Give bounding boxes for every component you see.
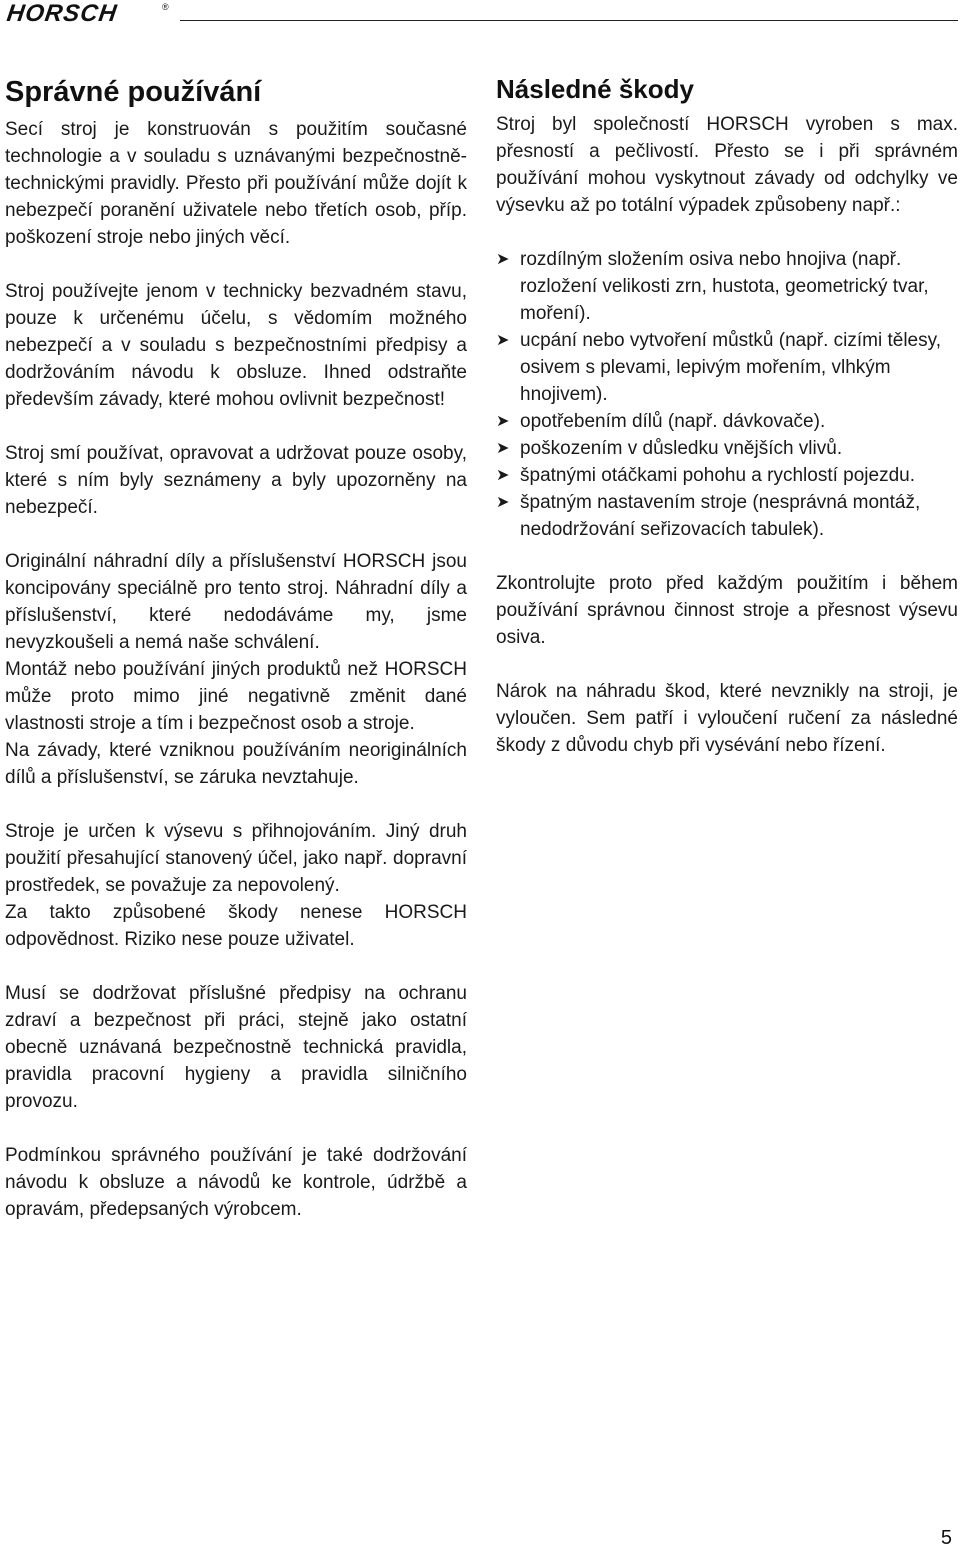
section-title-consequential-damage: Následné škody xyxy=(496,74,694,104)
section-title-correct-use: Správné používání xyxy=(5,76,262,108)
paragraph: Montáž nebo používání jiných produktů než HORSCH může proto mimo jiné negativně změnit dané vlastnosti stroje a tím i bezpečnost osob a stroje. xyxy=(5,659,467,734)
arrowhead-bullet-icon: ➤ xyxy=(496,467,510,484)
list-item: ➤ špatnými otáčkami pohohu a rychlostí pojezdu. xyxy=(496,462,958,489)
paragraph: Nárok na náhradu škod, které nevznikly na stroji, je vyloučen. Sem patří i vyloučení ručení za následné škody z důvodu chyb při vysévání nebo řízení. xyxy=(496,681,958,756)
paragraph: Musí se dodržovat příslušné předpisy na ochranu zdraví a bezpečnost při práci, stejně jako ostatní obecně uznávaná bezpečnostně technická pravidla, pravidla pracovní hygieny a pravidla silničního provozu. xyxy=(5,983,467,1112)
list-item: ➤ rozdílným složením osiva nebo hnojiva (např. rozložení velikosti zrn, hustota, geometrický tvar, moření). xyxy=(496,246,958,327)
right-column xyxy=(496,68,958,759)
list-item: ➤ poškozením v důsledku vnějších vlivů. xyxy=(496,435,958,462)
page-header xyxy=(5,0,960,28)
paragraph: Originální náhradní díly a příslušenství HORSCH jsou koncipovány speciálně pro tento stroj. Náhradní díly a příslušenství, které nedodáváme my, jsme nevyzkoušeli a nemá naše schválení. xyxy=(5,551,467,653)
paragraph: Stroj používejte jenom v technicky bezvadném stavu, pouze k určenému účelu, s vědomím možného nebezpečí a v souladu s bezpečnostními předpisy a dodržováním návodu k obsluze. Ihned odstraňte především závady, které mohou ovlivnit bezpečnost! xyxy=(5,281,467,410)
left-column xyxy=(5,68,467,1223)
horsch-logo: HORSCH xyxy=(5,0,119,27)
page-number: 5 xyxy=(940,1527,952,1549)
paragraph: Stroj smí používat, opravovat a udržovat pouze osoby, které s ním byly seznámeny a byly upozorněny na nebezpečí. xyxy=(5,443,467,518)
registered-mark: ® xyxy=(162,2,169,12)
arrowhead-bullet-icon: ➤ xyxy=(496,440,510,457)
paragraph: Stroje je určen k výsevu s přihnojováním. Jiný druh použití přesahující stanovený účel, jako např. dopravní prostředek, se považuje za nepovolený. xyxy=(5,821,467,896)
paragraph: Zkontrolujte proto před každým použitím i během používání správnou činnost stroje a přesnost výsevu osiva. xyxy=(496,573,958,648)
paragraph: Za takto způsobené škody nenese HORSCH odpovědnost. Riziko nese pouze uživatel. xyxy=(5,902,467,950)
paragraph: Na závady, které vzniknou používáním neoriginálních dílů a příslušenství, se záruka nevztahuje. xyxy=(5,740,467,788)
paragraph: Secí stroj je konstruován s použitím současné technologie a v souladu s uznávanými bezpečnostně-technickými pravidly. Přesto při používání může dojít k nebezpečí poranění uživatele nebo třetích osob, příp. poškození stroje nebo jiných věcí. xyxy=(5,119,467,248)
list-item: ➤ opotřebením dílů (např. dávkovače). xyxy=(496,408,958,435)
paragraph: Podmínkou správného používání je také dodržování návodu k obsluze a návodů ke kontrole, údržbě a opravám, předepsaných výrobcem. xyxy=(5,1145,467,1220)
paragraph: Stroj byl společností HORSCH vyroben s max. přesností a pečlivostí. Přesto se i při správném používání mohou vyskytnout závady od odchylky ve výsevku až po totální výpadek způsobeny např.: xyxy=(496,114,958,216)
list-item: ➤ ucpání nebo vytvoření můstků (např. cizími tělesy, osivem s plevami, lepivým mořením, vlhkým hnojivem). xyxy=(496,327,958,408)
arrowhead-bullet-icon: ➤ xyxy=(496,251,510,268)
arrowhead-bullet-icon: ➤ xyxy=(496,332,510,349)
list-item: ➤ špatným nastavením stroje (nesprávná montáž, nedodržování seřizovacích tabulek). xyxy=(496,489,958,543)
arrowhead-bullet-icon: ➤ xyxy=(496,413,510,430)
damage-causes-list xyxy=(496,246,958,543)
header-rule xyxy=(180,20,958,21)
arrowhead-bullet-icon: ➤ xyxy=(496,494,510,511)
